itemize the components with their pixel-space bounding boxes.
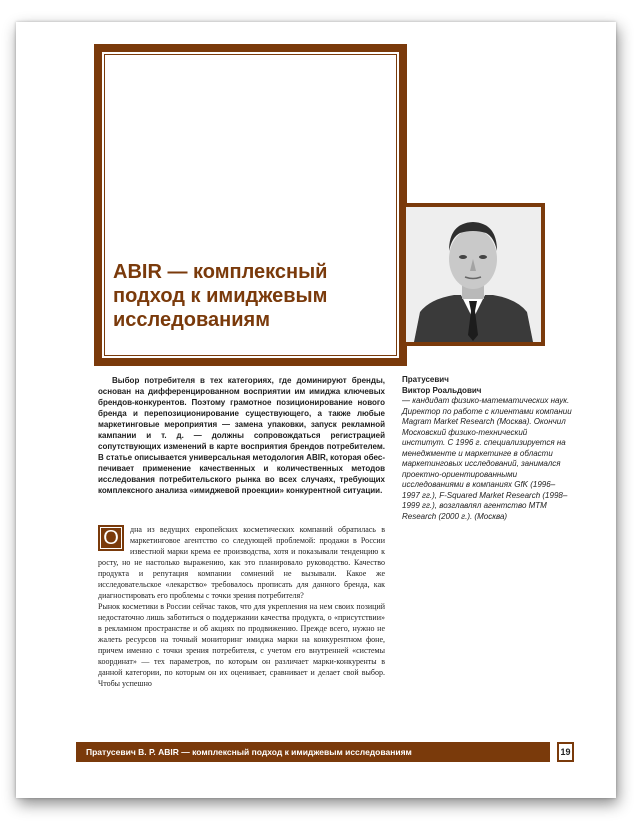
drop-cap	[98, 525, 124, 551]
page-number-box	[557, 742, 574, 762]
author-surname: Пратусевич	[402, 375, 449, 384]
author-photo	[406, 207, 541, 342]
title-frame	[104, 54, 397, 356]
author-sidebar	[402, 375, 572, 522]
article-title: ABIR — комплексный подход к имиджевым исследованиям	[113, 261, 328, 331]
author-given-names: Виктор Роальдович	[402, 385, 482, 395]
article-lead: Выбор потребителя в тех категориях, где доминируют бренды, основан на дифференцированном восприятии им имиджа ключевых брендов-конкурентов. Поэтому грамотное позиционирование нового бренда и перепозиционирование существующего, а также любые маркетинговые мероприятия — замена упаковки, запуск рекламной кампании и т. д. — должны сопровождаться регистрацией сопутствующих изменений в карте восприятия брендов потребителем. В статье описывается универсальная методология ABIR, которая обеспечивает применение качественных и количественных методов исследования потребительского рынка во всех случаях, требующих комплексного анализа «имиджевой проекции» конкурентной ситуации.	[98, 376, 385, 495]
title-box	[94, 44, 407, 366]
body-paragraph-2: Рынок косметики в России сейчас таков, что для укрепления на нем своих позиций недостаточно лишь заботиться о поддержании качества продукта, о «присутствии» в рекламном пространстве и об акциях по продвижению. Прежде всего, нужно не жалеть ресурсов на точный мониторинг имиджа марки на конкурентном фоне, причем именно с точки зрения потребителя, с учетом его внутренней «системы координат» — тех параметров, по которым он различает марки-конкуренты в данной категории, по которым он их оценивает, сравнивает и делает свой выбор. Чтобы успешно	[98, 602, 385, 688]
running-title: Пратусевич В. Р. ABIR — комплексный подход к имиджевым исследованиям	[86, 747, 412, 757]
magazine-page	[16, 22, 616, 798]
drop-cap-letter: О	[100, 527, 122, 549]
author-photo-frame	[402, 203, 545, 346]
running-footer	[76, 742, 550, 762]
article-body	[98, 524, 385, 689]
body-paragraph-1: дна из ведущих европейских косметических компаний обратилась в маркетинговое агентство со следующей проблемой: продажи в России известной марки крема ее производства, хотя и показывали тенденцию к росту, но не настолько выражению, как это планировало руководство. Качество продукта и репутация компании сомнений не вызывали. Какое же исследовательское «лекарство» требовалось прописать для данного бренда, как диагностировать его проблемы с точки зрения потребителя?	[98, 525, 385, 600]
author-bio: — кандидат физико-математических наук. Директор по работе с клиентами компании Magram Market Research (Москва). Окончил Московский физико-технический институт. С 1996 г. специализируется на менеджменте и маркетинге в области маркетинговых исследований, занимался проектно-ориентированными исследованиями в компаниях GfK (1996–1997 гг.), F-Squared Market Research (1998–1999 гг.), возглавлял агентство MTM Research (2000 г.). (Москва)	[402, 396, 572, 521]
page-number: 19	[559, 744, 572, 760]
author-portrait-image	[406, 207, 541, 342]
